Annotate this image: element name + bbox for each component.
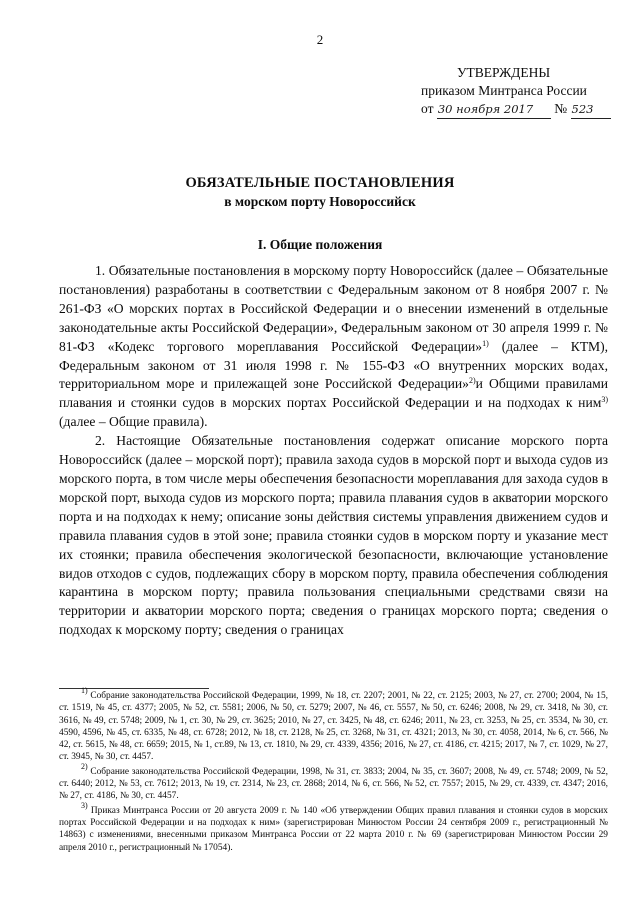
- footnote-1-mark: 1): [81, 686, 88, 695]
- paragraph-1-text-b: (далее – КТМ), Федеральным законом от 31 июля 1998 г. № 155-ФЗ «О внутренних морских водах, территориальном море и прилежащей зоне Российской Федерации»: [59, 338, 608, 392]
- approval-number-sign: №: [554, 101, 568, 116]
- footnote-1-text: Собрание законодательства Российской Федерации, 1999, № 18, ст. 2207; 2001, № 22, ст. 2125; 2003, № 27, ст. 2700; 2004, № 15, ст. 1519, № 45, ст. 4377; 2005, № 52, ст. 5581; 2006, № 50, ст. 5279; 2007, № 46, ст. 5557, № 50, ст. 6246; 2008, № 29, ст. 3418, № 30, ст. 3616, № 49, ст. 5748; 2009, № 1, ст. 30, № 29, ст. 3625; 2010, № 27, ст. 3425, № 48, ст. 6246; 2011, № 23, ст. 3253, № 25, ст. 3534, № 30, ст. 4590, 4596, № 45, ст. 6335, № 48, ст. 6728; 2012, № 18, ст. 2128, № 25, ст. 3268, № 31, ст. 4321; 2013, № 30, ст. 4058, 2014, № 6, ст. 566, № 42, ст. 5615, № 48, ст. 6659; 2015, № 1, ст.89, № 13, ст. 1810, № 29, ст. 4339, 4356; 2016, № 27, ст. 4186, ст. 4215; 2017, № 7, ст. 1029, № 27, ст. 3945, № 30, ст. 4457.: [59, 691, 608, 763]
- footnote-2: [59, 761, 608, 803]
- footnote-ref-3: 3): [601, 395, 608, 405]
- handwritten-number: 523: [571, 100, 611, 119]
- approval-order: приказом Минтранса России: [421, 83, 587, 98]
- approval-from-label: от: [421, 101, 434, 116]
- approval-block: [421, 64, 621, 119]
- approval-date-line: [421, 100, 621, 119]
- footnote-3-text: Приказ Минтранса России от 20 августа 2009 г. № 140 «Об утверждении Общих правил плавания и стоянки судов в морских портах Российской Федерации и на подходах к ним» (зарегистрирован Минюстом России 24 сентября 2009 г., регистрационный № 14863) с изменениями, внесенными приказом Минтранса России от 22 марта 2010 г. № 69 (зарегистрирован Минюстом России 29 апреля 2010 г., регистрационный № 17054).: [59, 805, 608, 853]
- document-subtitle: в морском порту Новороссийск: [224, 194, 416, 209]
- paragraph-1-text-c: и Общими правилами плавания и стоянки судов в морских портах Российской Федерации и на подходах к ним: [59, 376, 608, 411]
- paragraph-1-text-d: (далее – Общие правила).: [59, 414, 208, 430]
- document-body: [59, 262, 608, 640]
- handwritten-date: 30 ноября 2017: [437, 100, 551, 119]
- section-heading: I. Общие положения: [257, 237, 383, 252]
- footnotes: [59, 686, 608, 856]
- footnote-3: [59, 800, 608, 854]
- paragraph-2: 2. Настоящие Обязательные постановления содержат описание морского порта Новороссийск (далее – морской порт); правила захода судов в морской порт и выхода судов из морского порта, в том числе меры обеспечения безопасности мореплавания для захода судов в морской порт, выхода судов из морского порта; правила плавания судов в акватории морского порта и на подходах к нему; описание зоны действия системы управления движением судов и правила плавания судов в этой зоне; правила стоянки судов в морском порту и указание мест их стоянки; правила обеспечения экологической безопасности, включающие установление видов отходов с судов, подлежащих сбору в морском порту, правила обеспечения соблюдения карантина в морском порту; правила пользования специальными средствами связи на территории и акватории морского порта; сведения о границах морского порта; сведения о подходах к морскому порту; сведения о границах: [59, 433, 608, 638]
- page-number: 2: [316, 32, 324, 47]
- paragraph-1: [59, 262, 608, 432]
- footnote-1: [59, 686, 608, 764]
- document-title: ОБЯЗАТЕЛЬНЫЕ ПОСТАНОВЛЕНИЯ: [185, 175, 455, 191]
- footnote-2-text: Собрание законодательства Российской Федерации, 1998, № 31, ст. 3833; 2004, № 35, ст. 3607; 2008, № 49, ст. 5748; 2009, № 52, ст. 6440; 2012, № 53, ст. 7612; 2013, № 19, ст. 2314, № 23, ст. 2868; 2014, № 6, ст. 566, № 52, ст. 7557; 2015, № 29, ст. 4339, ст. 4347; 2016, № 27, ст. 4186, № 30, ст. 4457.: [59, 766, 608, 802]
- footnote-ref-2: 2): [468, 376, 476, 386]
- approval-title: УТВЕРЖДЕНЫ: [457, 65, 551, 80]
- paragraph-1-text-a: 1. Обязательные постановления в морскому порту Новороссийск (далее – Обязательные постановления) разработаны в соответствии с Федеральным законом от 8 ноября 2007 г. № 261-ФЗ «О морских портах в Российской Федерации и о внесении изменений в отдельные законодательные акты Российской Федерации», Федеральным законом от 30 апреля 1999 г. № 81-ФЗ «Кодекс торгового мореплавания Российской Федерации»: [59, 263, 608, 354]
- footnote-2-mark: 2): [81, 761, 88, 771]
- footnote-ref-1: 1): [482, 338, 489, 348]
- footnote-3-mark: 3): [81, 800, 88, 810]
